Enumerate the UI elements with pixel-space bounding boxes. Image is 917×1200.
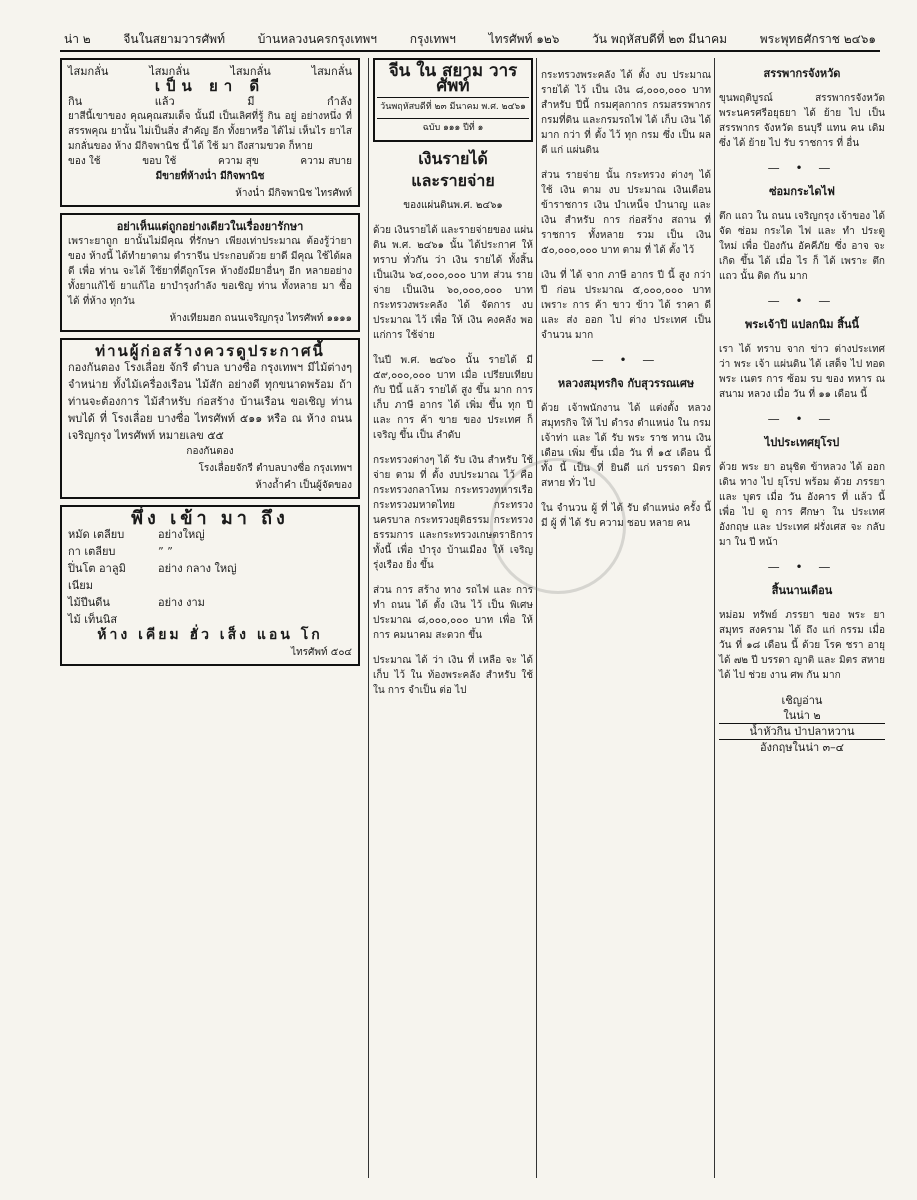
- city: กรุงเทพฯ: [409, 31, 456, 46]
- masthead-issue: ฉบับ ๑๑๑ ปีที่ ๑: [377, 118, 529, 136]
- article-paragraph: เรา ได้ ทราบ จาก ข่าว ต่างประเทศ ว่า พระ เจ้า แผ่นดิน ได้ เสด็จ ไป ทอด พระ เนตร การ ซ้อม รบ ของ ทหาร ณ สนาม หลวง เมื่อ วัน ที่ ๑๑ เดือน นี้: [719, 344, 885, 400]
- item-name: ไม้ปีนดีน: [68, 596, 110, 609]
- footer-notice: [719, 693, 885, 755]
- ad-word: ไสมกลั่น: [68, 65, 109, 78]
- article-paragraph: ประมาณ ได้ ว่า เงิน ที่ เหลือ จะ ได้ เก็บ ไว้ ใน ท้องพระคลัง สำหรับ ใช้ ใน การ จำเป็น ต่อ ไป: [373, 655, 533, 696]
- newspaper-page: [60, 28, 885, 1178]
- masthead-date: วันพฤหัสบดีที่ ๒๓ มีนาคม พ.ศ. ๒๔๖๑: [377, 97, 529, 115]
- ad-arrivals-title: พึ่ง เข้า มา ถึง: [131, 508, 289, 529]
- ad-penya-title: เป็น ยา ดี: [154, 77, 266, 95]
- article-paragraph: กระทรวงพระคลัง ได้ ตั้ง งบ ประมาณ รายได้ ไว้ เป็น เงิน ๘,๐๐๐,๐๐๐ บาท สำหรับ ปีนี้ กรมศุลกากร กรมสรรพากร กรมที่ดิน และกรมรถไฟ ได้ เก็บ เงิน ได้ มาก กว่า ที่ ตั้ง ไว้ ทุก กรม ซึ่ง เป็น ผล ดี แก่ แผ่นดิน: [541, 70, 711, 156]
- ad-arrivals: [60, 505, 360, 666]
- article-paragraph: กระทรวงต่างๆ ได้ รับ เงิน สำหรับ ใช้จ่าย ตาม ที่ ตั้ง งบประมาณ ไว้ คือ กระทรวงกลาโหม กระทรวงทหารเรือ กระทรวงมหาดไทย กระทรวงนครบาล กระทรวงยุติธรรม กระทรวงธรรมการ และกระทรวงเกษตราธิการ ทั้งนี้ เพื่อ บำรุง บ้านเมือง ให้ เจริญ รุ่งเรือง ยิ่ง ขึ้น: [373, 455, 533, 571]
- ad-arrivals-list: [68, 526, 352, 628]
- ad-word: ขอบ ใช้: [142, 156, 177, 167]
- ad-word: ไสมกลั่น: [230, 65, 271, 78]
- ad-penya-sign: ห้างน่ำ มีกิจพานิช ไทรศัพท์: [235, 188, 352, 199]
- divider: — • —: [767, 560, 837, 574]
- list-item: [68, 594, 352, 611]
- ad-medicine: [60, 213, 360, 332]
- footer-line: ในน่า ๒: [783, 709, 821, 722]
- section-heading: หลวงสมุทรกิจ กับสุวรรณเศษ: [557, 377, 695, 390]
- running-head: [60, 28, 880, 52]
- list-item: [68, 543, 352, 560]
- section-heading: ซ่อมกระไดไฟ: [769, 185, 835, 198]
- article-subhead: ของแผ่นดินพ.ศ. ๒๔๖๑: [403, 200, 503, 211]
- issue-date: วัน พฤหัสบดีที่ ๒๓ มีนาคม: [592, 31, 728, 46]
- ad-penya-measures: [68, 154, 352, 169]
- article-paragraph: ด้วย พระ ยา อนุชิต ข้าหลวง ได้ ออก เดิน ทาง ไป ยุโรป พร้อม ด้วย ภรรยา และ บุตร เมื่อ วัน อังคาร ที่ แล้ว นี้ เพื่อ ไป ดู การ ศึกษา ใน ประเทศ อังกฤษ และ ประเทศ ฝรั่งเศส จะ กลับ มา ใน ปี หน้า: [719, 462, 885, 548]
- headline-line-1: เงินรายได้: [418, 149, 488, 168]
- item-name: ไม้ เท็นนิส: [68, 613, 118, 626]
- notice-org: กองกันตอง: [186, 446, 234, 457]
- divider: — • —: [767, 161, 837, 175]
- page-number: น่า ๒: [64, 31, 91, 46]
- item-size: อย่างใหญ่: [158, 528, 205, 541]
- ad-penya: [60, 58, 360, 207]
- divider: — • —: [767, 294, 837, 308]
- ad-arrivals-phone: ไทรศัพท์ ๕๐๔: [291, 647, 352, 658]
- ad-penya-body: ยาสีนี้เขาของ คุณคุณสมเด็จ นั้นมี เป็นเลิศที่รู้ กิน อยู่ อย่างหนึ่ง ที่สรรพคุณ ยานั้น ไม่เป็นสิ่ง สำคัญ อีก ทั้งยาหรือ ได้ไม่ เห็นไร ยาไสมกลั่นของ ห้าง มีกิจพานิช นี้ ได้ ใช้ มา ถึงสามขวด ก็หาย: [68, 111, 352, 152]
- ad-arrivals-store: ห้าง เคียม ฮั่ว เส็ง แอน โก: [97, 627, 323, 643]
- item-name: กา เตลียบ: [68, 545, 116, 558]
- phone: ไทรศัพท์ ๑๒๖: [488, 31, 560, 46]
- list-item: [68, 560, 352, 594]
- notice-title: ท่านผู้ก่อสร้างควรดูประกาศนี้: [95, 342, 325, 360]
- ad-word: ของ ใช้: [68, 156, 101, 167]
- article-paragraph: ในปี พ.ศ. ๒๔๖๐ นั้น รายได้ มี ๕๙,๐๐๐,๐๐๐ บาท เมื่อ เปรียบเทียบ กับ ปีนี้ แล้ว รายได้ สูง ขึ้น มาก การ เก็บ ภาษี อากร ได้ เพิ่ม ขึ้น ทุก ปี และ การ ค้า ขาย ของ ประเทศ ก็ เจริญ ขึ้น เป็น ลำดับ: [373, 355, 533, 441]
- article-paragraph: ด้วย เงินรายได้ และรายจ่ายของ แผ่นดิน พ.ศ. ๒๔๖๑ นั้น ได้ประกาศ ให้ทราบ ทั่วกัน ว่า เงิน รายได้ ทั้งสิ้น เป็นเงิน ๖๔,๐๐๐,๐๐๐ บาท ส่วน รายจ่าย เป็นเงิน ๖๐,๐๐๐,๐๐๐ บาท กระทรวงพระคลัง ได้ จัดการ งบประมาณ ไว้ เพื่อ ให้ เงิน คงคลัง พอแก่การ ใช้จ่าย: [373, 225, 533, 341]
- footer-line: น้ำหัวกิน ป่าปลาหวาน: [719, 723, 885, 740]
- column-2: [368, 58, 533, 1178]
- ad-word: ไสมกลั่น: [311, 65, 352, 78]
- headline-line-2: และรายจ่าย: [411, 171, 495, 190]
- ad-word: ไสมกลั่น: [149, 65, 190, 78]
- ad-medicine-sign: ห้างเทียมฮก ถนนเจริญกรุง ไทรศัพท์ ๑๑๑๑: [169, 313, 352, 324]
- ad-medicine-title: อย่าเห็นแต่ถูกอย่างเดียวในเรื่องยารักษา: [116, 220, 304, 233]
- library-stamp: [490, 458, 626, 594]
- article-paragraph: หม่อม ทรัพย์ ภรรยา ของ พระ ยา สมุทร สงคราม ได้ ถึง แก่ กรรม เมื่อ วัน ที่ ๑๘ เดือน นี้ ด้วย โรค ชรา อายุ ได้ ๗๒ ปี บรรดา ญาติ และ มิตร สหาย ได้ ไป ช่วย งาน ศพ กัน มาก: [719, 610, 885, 681]
- paper-name: จีนในสยามวารศัพท์: [123, 31, 226, 46]
- ad-word: ความ สบาย: [300, 156, 352, 167]
- article-paragraph: เงิน ที่ ได้ จาก ภาษี อากร ปี นี้ สูง กว่า ปี ก่อน ประมาณ ๕,๐๐๐,๐๐๐ บาท เพราะ การ ค้า ขาว ข้าว ได้ ราคา ดี และ ส่ง ออก ไป ต่าง ประเทศ เป็น จำนวน มาก: [541, 270, 711, 341]
- office-address: บ้านหลวงนครกรุงเทพฯ: [257, 31, 378, 46]
- masthead-title: จีน ใน สยาม วารศัพท์: [388, 61, 518, 96]
- column-1: [60, 58, 360, 1178]
- article-paragraph: ส่วน รายจ่าย นั้น กระทรวง ต่างๆ ได้ ใช้ เงิน ตาม งบ ประมาณ เงินเดือน ข้าราชการ เงิน บำเหน็จ บำนาญ และ เงิน สำหรับ การ ก่อสร้าง สถาน ที่ ราชการ ทั้งหลาย รวม เป็น เงิน ๕๐,๐๐๐,๐๐๐ บาท ตาม ที่ ได้ ตั้ง ไว้: [541, 170, 711, 256]
- notice-body: กองกันตอง โรงเลื่อย จักรี ตำบล บางซื่อ กรุงเทพฯ มีไม้ต่างๆ จำหน่าย ทั้งไม้เครื่องเรือน ไม้สัก อย่างดี ทุกขนาดพร้อม ถ้าท่านจะต้องการ ไม้สำหรับ ก่อสร้าง บ้านเรือน ขอเชิญ ท่าน พบได้ ที่ โรงเลื่อย บางซื่อ ไทรศัพท์ ๕๑๑ หรือ ณ ห้าง ถนนเจริญกรุง ไทรศัพท์ หมายเลข ๕๕: [68, 361, 352, 442]
- ad-word: มี: [247, 95, 255, 108]
- notice-sign-1: โรงเลื่อยจักรี ตำบลบางซื่อ กรุงเทพฯ: [198, 463, 352, 474]
- divider: — • —: [767, 412, 837, 426]
- footer-line: อังกฤษในน่า ๓–๔: [760, 741, 844, 754]
- issue-year: พระพุทธศักราช ๒๔๖๑: [759, 31, 876, 46]
- ad-word: แล้ว: [154, 95, 175, 108]
- item-size: อย่าง งาม: [158, 596, 205, 609]
- item-name: ปิ่นโต อาลูมิเนียม: [68, 562, 126, 592]
- list-item: [68, 611, 352, 628]
- section-heading: สิ้นนานเดือน: [771, 584, 833, 597]
- masthead: [373, 58, 533, 142]
- column-3: [536, 58, 711, 1178]
- article-paragraph: ใน จำนวน ผู้ ที่ ได้ รับ ตำแหน่ง ครั้ง นี้ มี ผู้ ที่ ได้ รับ ความ ชอบ หลาย คน: [541, 503, 711, 529]
- notice-builders: [60, 338, 360, 499]
- ad-word: ความ สุข: [218, 156, 259, 167]
- notice-sign-2: ห้างถ้ำคำ เป็นผู้จัดของ: [255, 480, 352, 491]
- ad-word: กำลัง: [327, 95, 352, 108]
- section-heading: พระเจ้าปิ แปลกนิม สิ้นนี้: [744, 318, 860, 331]
- article-paragraph: ตึก แถว ใน ถนน เจริญกรุง เจ้าของ ได้ จัด ซ่อม กระได ไฟ และ ทำ ประตู ใหม่ เพื่อ ป้องกัน อัคคีภัย ซึ่ง อาจ จะ เกิด ขึ้น ได้ เมื่อ ไร ก็ ได้ เพราะ ตึก แถว นั้น ติด กัน มาก: [719, 211, 885, 282]
- section-heading: ไปประเทศยุโรป: [764, 436, 840, 449]
- article-paragraph: ขุนพฤติบูรณ์ สรรพากรจังหวัด พระนครศรีอยุธยา ได้ ย้าย ไป เป็น สรรพากร จังหวัด ธนบุรี แทน คน เดิม ซึ่ง ได้ ย้าย ไป รับ ราชการ ที่ อื่น: [719, 93, 885, 149]
- article-paragraph: ส่วน การ สร้าง ทาง รถไฟ และ การ ทำ ถนน ได้ ตั้ง เงิน ไว้ เป็น พิเศษ ประมาณ ๘,๐๐๐,๐๐๐ บาท เพื่อ ให้ การ คมนาคม สะดวก ขึ้น: [373, 585, 533, 641]
- item-size: ” ”: [158, 545, 173, 558]
- footer-line: เชิญอ่าน: [781, 694, 823, 707]
- ad-penya-sellers: มีขายที่ห้างน่ำ มีกิจพานิช: [155, 171, 265, 182]
- section-heading: สรรพากรจังหวัด: [763, 67, 841, 80]
- ad-penya-words: [68, 94, 352, 109]
- article-headline: [373, 148, 533, 192]
- item-name: หมัด เตลียบ: [68, 528, 125, 541]
- divider: — • —: [591, 353, 661, 367]
- column-4: [714, 58, 885, 1178]
- item-size: อย่าง กลาง ใหญ่: [158, 562, 237, 575]
- article-paragraph: ด้วย เจ้าพนักงาน ได้ แต่งตั้ง หลวงสมุทรกิจ ให้ ไป ดำรง ตำแหน่ง ใน กรมเจ้าท่า และ ได้ รับ พระ ราช ทาน เงิน เดือน เพิ่ม ขึ้น เมื่อ วัน ที่ ๑๕ เดือน นี้ ทั้ง นี้ เป็น ที่ ยินดี แก่ บรรดา มิตร สหาย ทั่ว ไป: [541, 403, 711, 489]
- ad-medicine-body: เพราะยาถูก ยานั้นไม่มีคุณ ที่รักษา เพียงเท่าประมาณ ต้องรู้ว่ายาของ ห้างนี้ ได้ทำยาตาม ตำราจีน ประกอบด้วย ยาดี มีคุณ ใช้ได้ผลดี เพื่อ ท่าน จะได้ ใช้ยาที่ดีถูกโรค ห้างยังมียาอื่นๆ อีก หลายอย่าง ทั้งยาแก้ไข้ ยาแก้ไอ ยาบำรุงกำลัง ขอเชิญ ท่าน ทั้งหลาย มา ซื้อ ได้ ที่ห้าง ทุกวัน: [68, 236, 352, 307]
- ad-word: กิน: [68, 95, 83, 108]
